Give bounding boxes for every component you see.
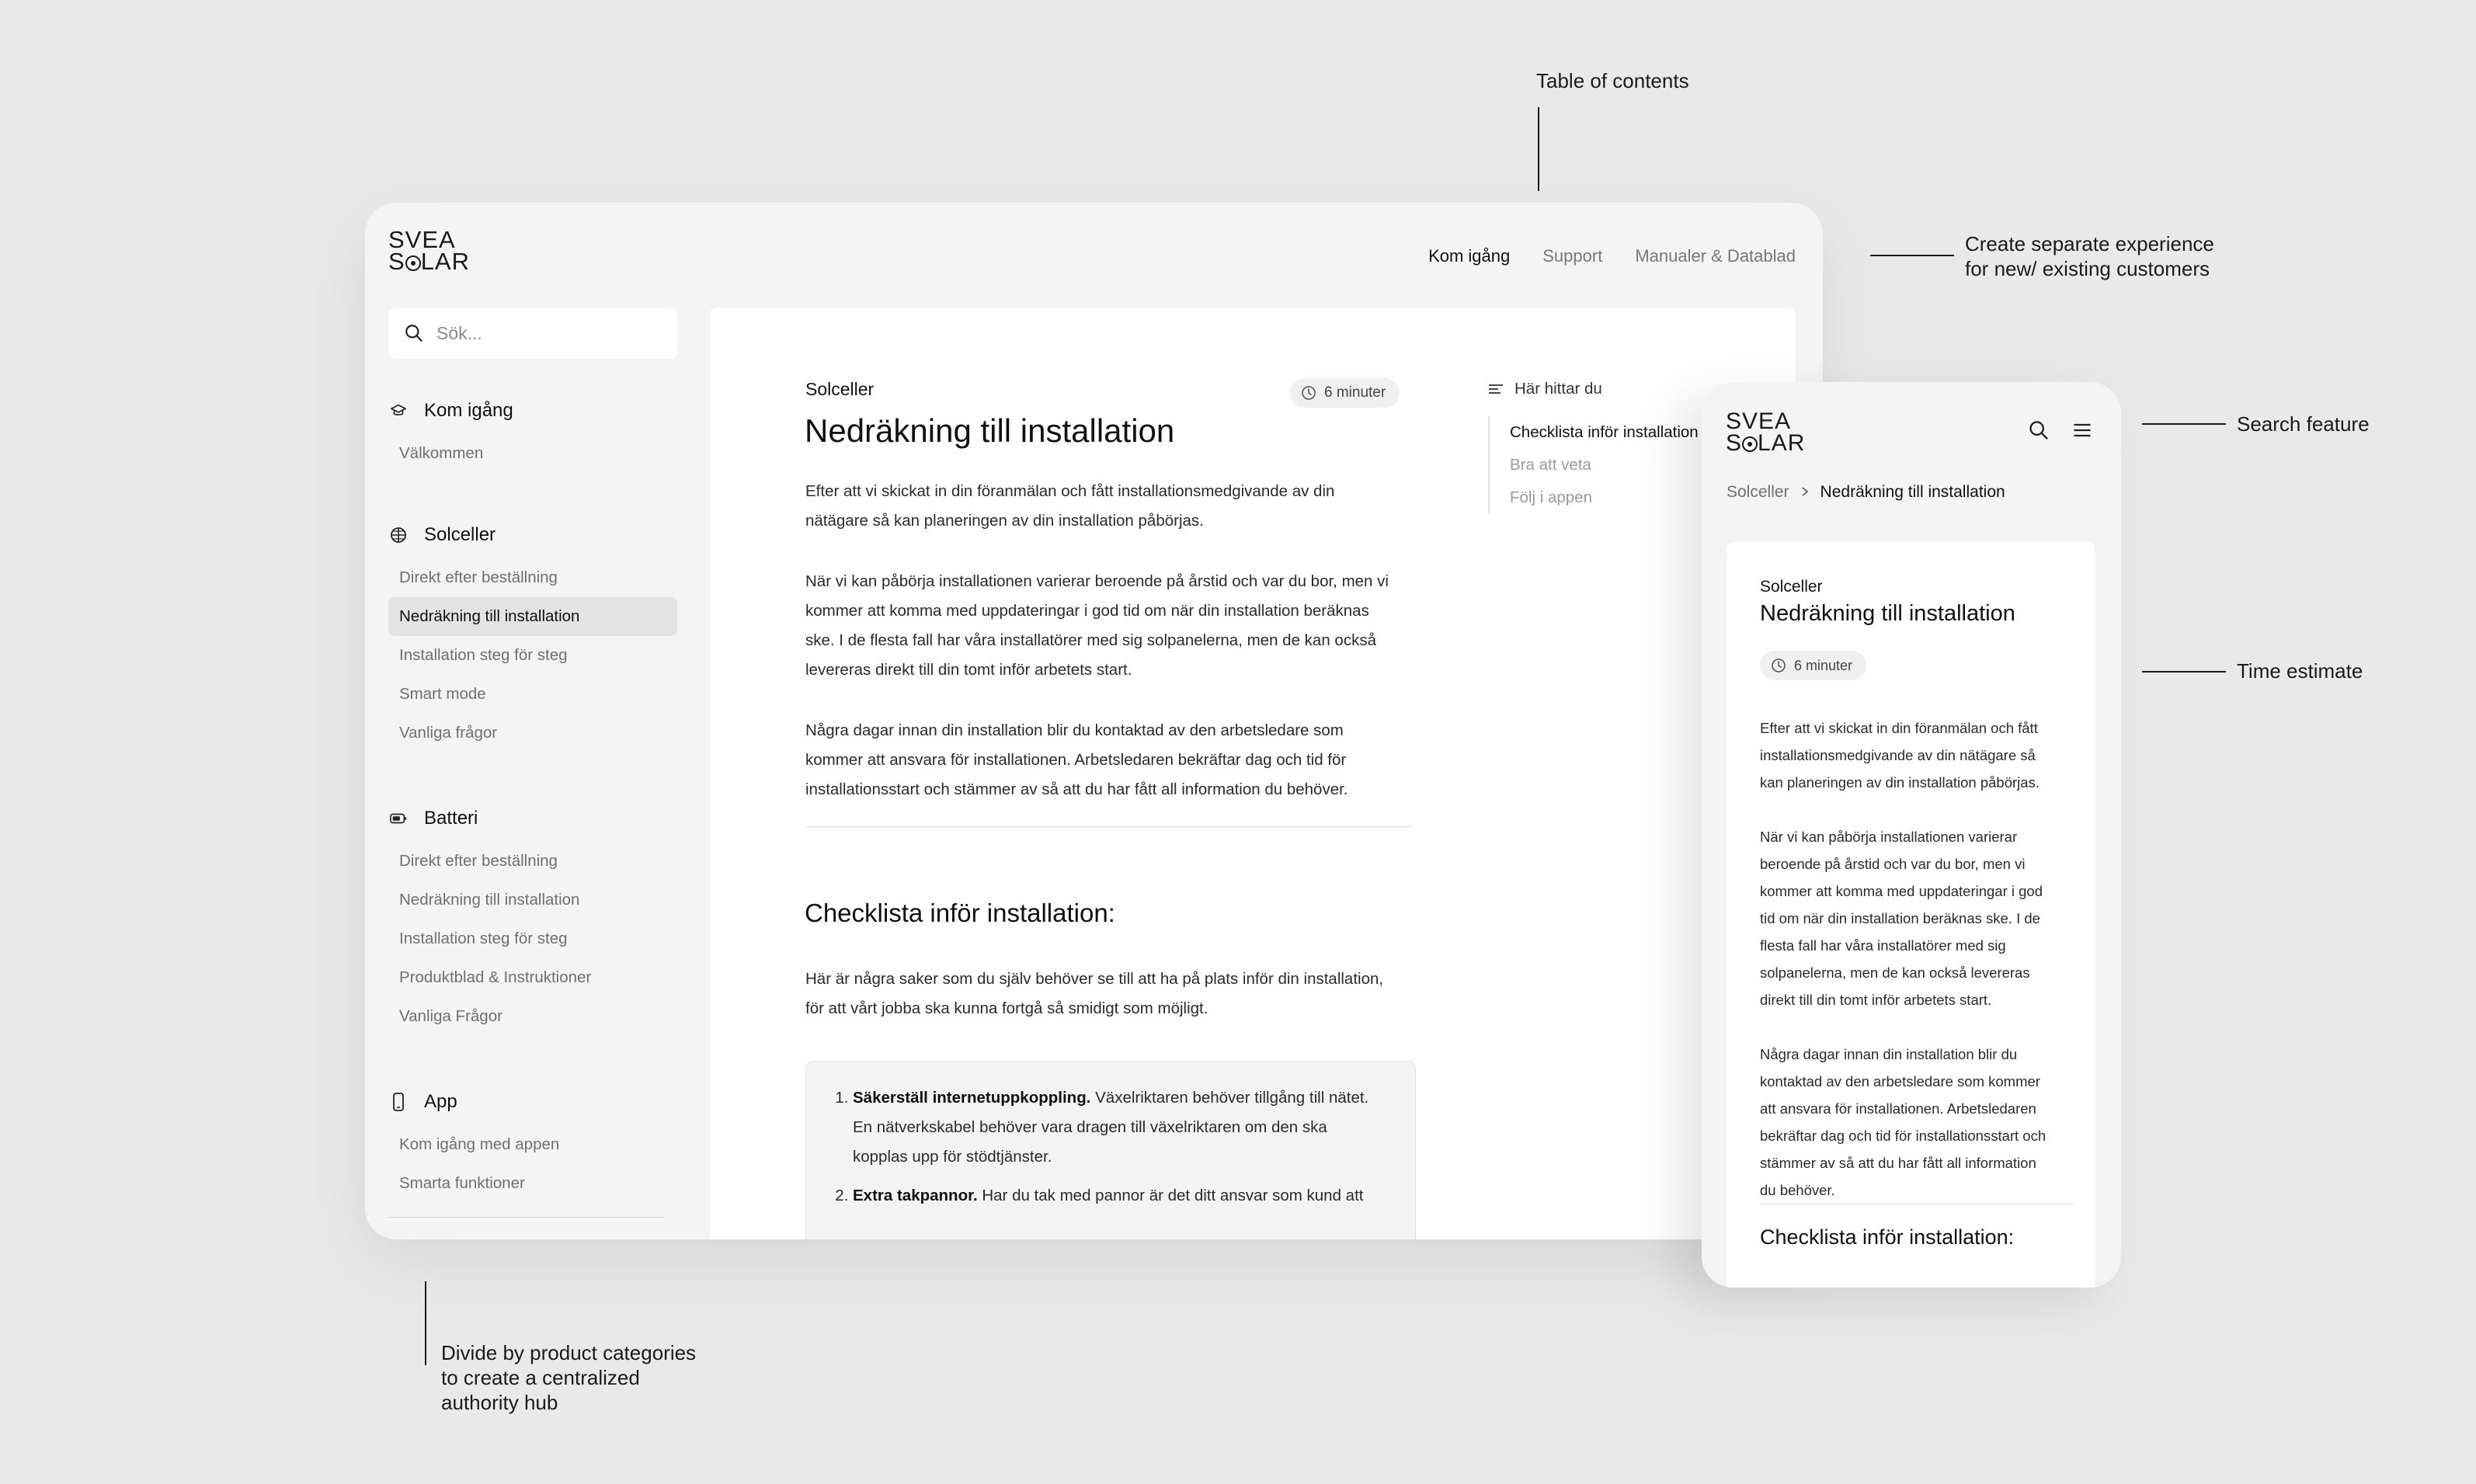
sidebar-section-solceller (388, 520, 677, 752)
breadcrumb (1727, 483, 2005, 502)
article-paragraph: Efter att vi skickat in din föranmälan och fått installationsmedgivande av din nätägare så kan planeringen av din installation påbörjas. (805, 482, 1335, 530)
top-navigation (1428, 246, 1796, 266)
sidebar-divider (388, 1217, 664, 1218)
divider (805, 826, 1414, 827)
clock-icon (1301, 385, 1316, 401)
breadcrumb-current: Nedräkning till installation (1820, 483, 2005, 501)
sidebar-item[interactable]: Smarta funktioner (399, 1174, 525, 1192)
toc-item[interactable]: Följ i appen (1510, 488, 1592, 506)
checklist-item: 2. Extra takpannor. Har du tak med pannor är det ditt ansvar som kund att (853, 1181, 1392, 1211)
sidebar-item[interactable]: Direkt efter beställning (399, 852, 558, 870)
article-paragraph: Efter att vi skickat in din föranmälan och fått installationsmedgivande av din nätägare så kan planeringen av din installation påbörjas. (1760, 720, 2040, 791)
sidebar-heading[interactable]: Batteri (388, 803, 677, 834)
article-paragraph: När vi kan påbörja installationen varierar beroende på årstid och var du bor, men vi kommer att komma med uppdateringar i god tid om när din installation beräknas ske. I de flesta fall har våra installatörer med sig solpanelerna, men de kan också levereras direkt till din tomt inför arbetets start. (1760, 829, 2043, 1008)
article-category: Solceller (805, 379, 875, 399)
annotation-search-feature: Search feature (2237, 412, 2370, 436)
sidebar-item[interactable]: Välkommen (399, 444, 484, 462)
list-icon (1488, 383, 1504, 395)
breadcrumb-link[interactable]: Solceller (1727, 483, 1789, 501)
sidebar-item[interactable]: Vanliga Frågor (399, 1007, 503, 1025)
article-paragraph: Några dagar innan din installation blir du kontaktad av den arbetsledare som kommer att ansvara för installationen. Arbetsledaren bekräftar dag och tid för installationsstart och stämmer av så att du har fått all information du behöver. (1760, 1046, 2047, 1198)
sidebar-item[interactable]: Vanliga frågor (399, 724, 498, 742)
battery-icon (390, 810, 407, 827)
annotation-line (2142, 423, 2226, 425)
sidebar-heading[interactable]: Kom igång (388, 395, 677, 426)
article-title: Nedräkning till installation (805, 412, 1175, 449)
annotation-time-estimate: Time estimate (2237, 659, 2363, 683)
brand-logo[interactable]: SVEA S LAR (388, 226, 470, 275)
desktop-window (365, 203, 1823, 1239)
nav-kom-igang[interactable]: Kom igång (1428, 246, 1511, 266)
toc-list (1488, 416, 1721, 514)
mobile-window (1702, 382, 2121, 1288)
toc-heading: Här hittar du (1488, 376, 1721, 402)
search-icon (404, 323, 424, 343)
checklist-item: 1. Säkerställ internetuppkoppling. Växelriktaren behöver tillgång till nätet. En nätverkskabel behöver vara dragen till växelriktaren om den ska kopplas upp för stödtjänster. (853, 1083, 1392, 1172)
sidebar-item[interactable]: Smart mode (399, 685, 486, 703)
nav-manualer[interactable]: Manualer & Datablad (1635, 246, 1796, 266)
search-box[interactable] (388, 308, 677, 359)
toc-item[interactable]: Bra att veta (1510, 456, 1591, 474)
mobile-article-card (1727, 542, 2095, 1288)
logo-sun-mark (405, 255, 421, 271)
section-heading: Checklista inför installation: (805, 898, 1115, 927)
article-card (710, 308, 1796, 1239)
annotation-line (425, 1281, 426, 1365)
sidebar-item-active[interactable]: Nedräkning till installation (388, 597, 677, 636)
annotation-line (1870, 255, 1954, 256)
search-input[interactable] (435, 322, 671, 345)
sidebar-item[interactable]: Nedräkning till installation (399, 891, 580, 909)
chevron-right-icon (1800, 483, 1810, 502)
annotation-table-of-contents: Table of contents (1536, 69, 1689, 92)
brand-logo[interactable]: SVEA S LAR (1726, 408, 1806, 456)
toc-item-active[interactable]: Checklista inför installation (1510, 423, 1699, 441)
article-category: Solceller (1760, 578, 1823, 596)
annotation-line (1538, 107, 1539, 191)
article-paragraph: Här är några saker som du själv behöver se till att ha på plats inför din installation, för att vårt jobba ska kunna fortgå så smidigt som möjligt. (805, 970, 1384, 1017)
sidebar-item[interactable]: Installation steg för steg (399, 646, 568, 664)
sidebar-section-app (388, 1086, 677, 1203)
article-paragraph: När vi kan påbörja installationen varierar beroende på årstid och var du bor, men vi kommer att komma med uppdateringar i god tid om när din installation beräknas ske. I de flesta fall har våra installatörer med sig solpanelerna, men de kan också levereras direkt till din tomt inför arbetets start. (805, 572, 1389, 679)
mobile-header-actions (2028, 419, 2093, 445)
annotation-line (2142, 671, 2226, 672)
annotation-product-categories: Divide by product categories to create a centralized authority hub (441, 1341, 697, 1414)
sidebar-item[interactable]: Direkt efter beställning (399, 568, 558, 586)
article-paragraph: Några dagar innan din installation blir du kontaktad av den arbetsledare som kommer att ansvara för installationen. Arbetsledaren bekräftar dag och tid för installationsstart och stämmer av så att du har fått all information du behöver. (805, 721, 1348, 798)
table-of-contents (1488, 376, 1721, 514)
sidebar-section-kom-igang (388, 395, 677, 473)
section-heading: Checklista inför installation: (1760, 1225, 2015, 1249)
read-time-badge: 6 minuter (1760, 651, 1866, 680)
logo-sun-mark (1742, 436, 1758, 452)
search-icon[interactable] (2028, 419, 2050, 445)
article-title: Nedräkning till installation (1760, 601, 2015, 626)
read-time-badge: 6 minuter (1290, 378, 1400, 408)
phone-icon (390, 1093, 407, 1110)
solar-panel-icon (390, 527, 407, 544)
sidebar-heading[interactable]: Solceller (388, 520, 677, 551)
graduation-cap-icon (390, 402, 407, 419)
checklist-box (805, 1061, 1416, 1239)
sidebar-item[interactable]: Produktblad & Instruktioner (399, 968, 592, 986)
sidebar-item[interactable]: Kom igång med appen (399, 1135, 560, 1153)
sidebar-heading[interactable]: App (388, 1086, 677, 1117)
sidebar-section-batteri (388, 803, 677, 1036)
clock-icon (1771, 658, 1786, 673)
annotation-separate-experience: Create separate experience for new/ existing customers (1965, 232, 2214, 280)
sidebar-item[interactable]: Installation steg för steg (399, 930, 568, 947)
menu-icon[interactable] (2071, 419, 2093, 445)
nav-support[interactable]: Support (1542, 246, 1603, 266)
